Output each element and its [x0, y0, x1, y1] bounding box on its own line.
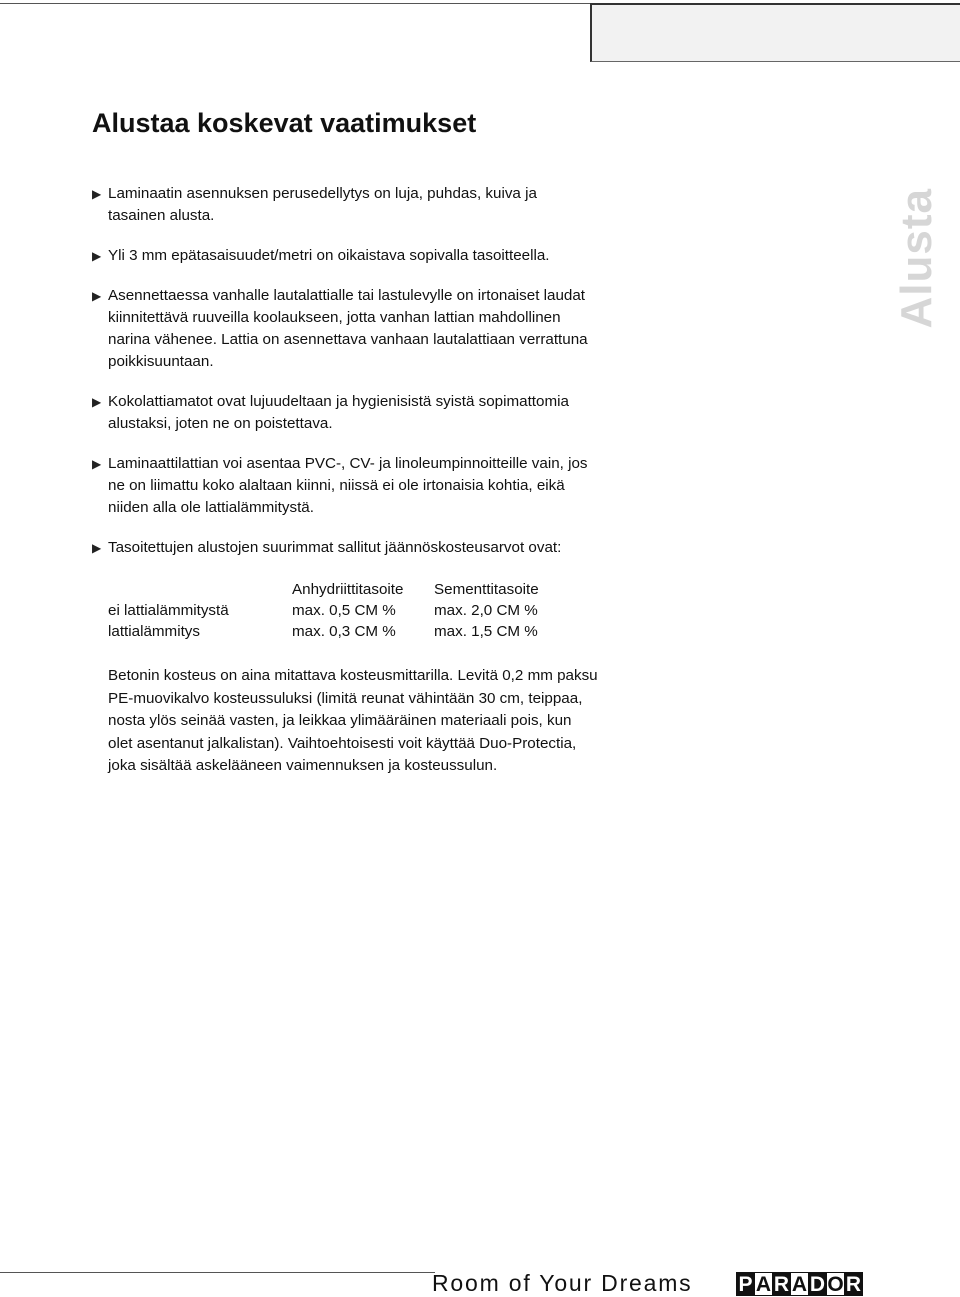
brand-logo-letter: O — [827, 1273, 844, 1296]
brand-logo-letter: R — [845, 1273, 862, 1296]
brand-logo — [736, 1272, 862, 1296]
list-item — [92, 183, 597, 227]
list-item — [92, 285, 597, 373]
table-row — [108, 623, 584, 644]
footer-rule — [0, 1272, 435, 1273]
list-item-text: Laminaattilattian voi asentaa PVC-, CV- ja linoleumpinnoitteille vain, jos ne on liimattu koko alaltaan kiinni, niissä ei ole irtonaisia kohtia, eikä niiden alla ole lattialämmitystä. — [108, 455, 588, 516]
triangle-right-icon: ▶ — [92, 457, 102, 471]
table-header-row — [108, 581, 584, 602]
table-header-cell: Anhydriittitasoite — [292, 581, 404, 598]
list-item-text: Laminaatin asennuksen perusedellytys on luja, puhdas, kuiva ja tasainen alusta. — [108, 185, 537, 224]
table-cell: max. 0,5 CM % — [292, 602, 396, 619]
triangle-right-icon: ▶ — [92, 541, 102, 555]
list-item-text: Yli 3 mm epätasaisuudet/metri on oikaistava sopivalla tasoitteella. — [108, 247, 550, 264]
list-item-text: Tasoitettujen alustojen suurimmat sallitut jäännöskosteusarvot ovat: — [108, 539, 562, 556]
corner-tab — [590, 3, 960, 62]
triangle-right-icon: ▶ — [92, 289, 102, 303]
table-cell: max. 0,3 CM % — [292, 623, 396, 640]
brand-logo-letter: A — [791, 1273, 808, 1296]
list-item — [92, 453, 597, 519]
table-cell: lattialämmitys — [108, 623, 200, 640]
page-title: Alustaa koskevat vaatimukset — [92, 108, 477, 138]
brand-logo-letter: P — [736, 1272, 755, 1296]
table-cell: max. 1,5 CM % — [434, 623, 538, 640]
brand-logo-letter: R — [773, 1273, 790, 1296]
brand-logo-letter: A — [755, 1273, 772, 1296]
moisture-table — [108, 581, 584, 644]
list-item — [92, 391, 597, 435]
table-cell: ei lattialämmitystä — [108, 602, 229, 619]
table-header-cell: Sementtitasoite — [434, 581, 539, 598]
list-item-text: Asennettaessa vanhalle lautalattialle tai lastulevylle on irtonaiset laudat kiinnitettävä ruuveilla koolaukseen, jotta vanhan lattian mahdollinen narina vähenee. Lattia on asennettava vanhaan lautalattiaan verrattuna poikkisuuntaan. — [108, 287, 588, 370]
list-item — [92, 245, 597, 267]
table-header-cell — [108, 581, 292, 602]
table-row — [108, 602, 584, 623]
list-item — [92, 537, 597, 559]
side-label: Alusta — [892, 188, 941, 329]
triangle-right-icon: ▶ — [92, 395, 102, 409]
table-cell: max. 2,0 CM % — [434, 602, 538, 619]
list-item-text: Kokolattiamatot ovat lujuudeltaan ja hygienisistä syistä sopimattomia alustaksi, joten ne on poistettava. — [108, 393, 569, 432]
triangle-right-icon: ▶ — [92, 249, 102, 263]
triangle-right-icon: ▶ — [92, 187, 102, 201]
header-rule — [0, 3, 590, 4]
requirements-list — [92, 183, 597, 577]
moisture-paragraph: Betonin kosteus on aina mitattava kosteusmittarilla. Levitä 0,2 mm paksu PE-muovikalvo kosteussuluksi (limitä reunat vähintään 30 cm, teippaa, nosta ylös seinää vasten, ja leikkaa ylimääräinen materiaali pois, kun olet asentanut jalkalistan). Vaihtoehtoisesti voit käyttää Duo-Protectia, joka sisältää askelääneen vaimennuksen ja kosteussulun. — [108, 667, 598, 774]
brand-logo-letter: D — [809, 1273, 826, 1296]
footer-slogan: Room of Your Dreams — [432, 1270, 693, 1296]
